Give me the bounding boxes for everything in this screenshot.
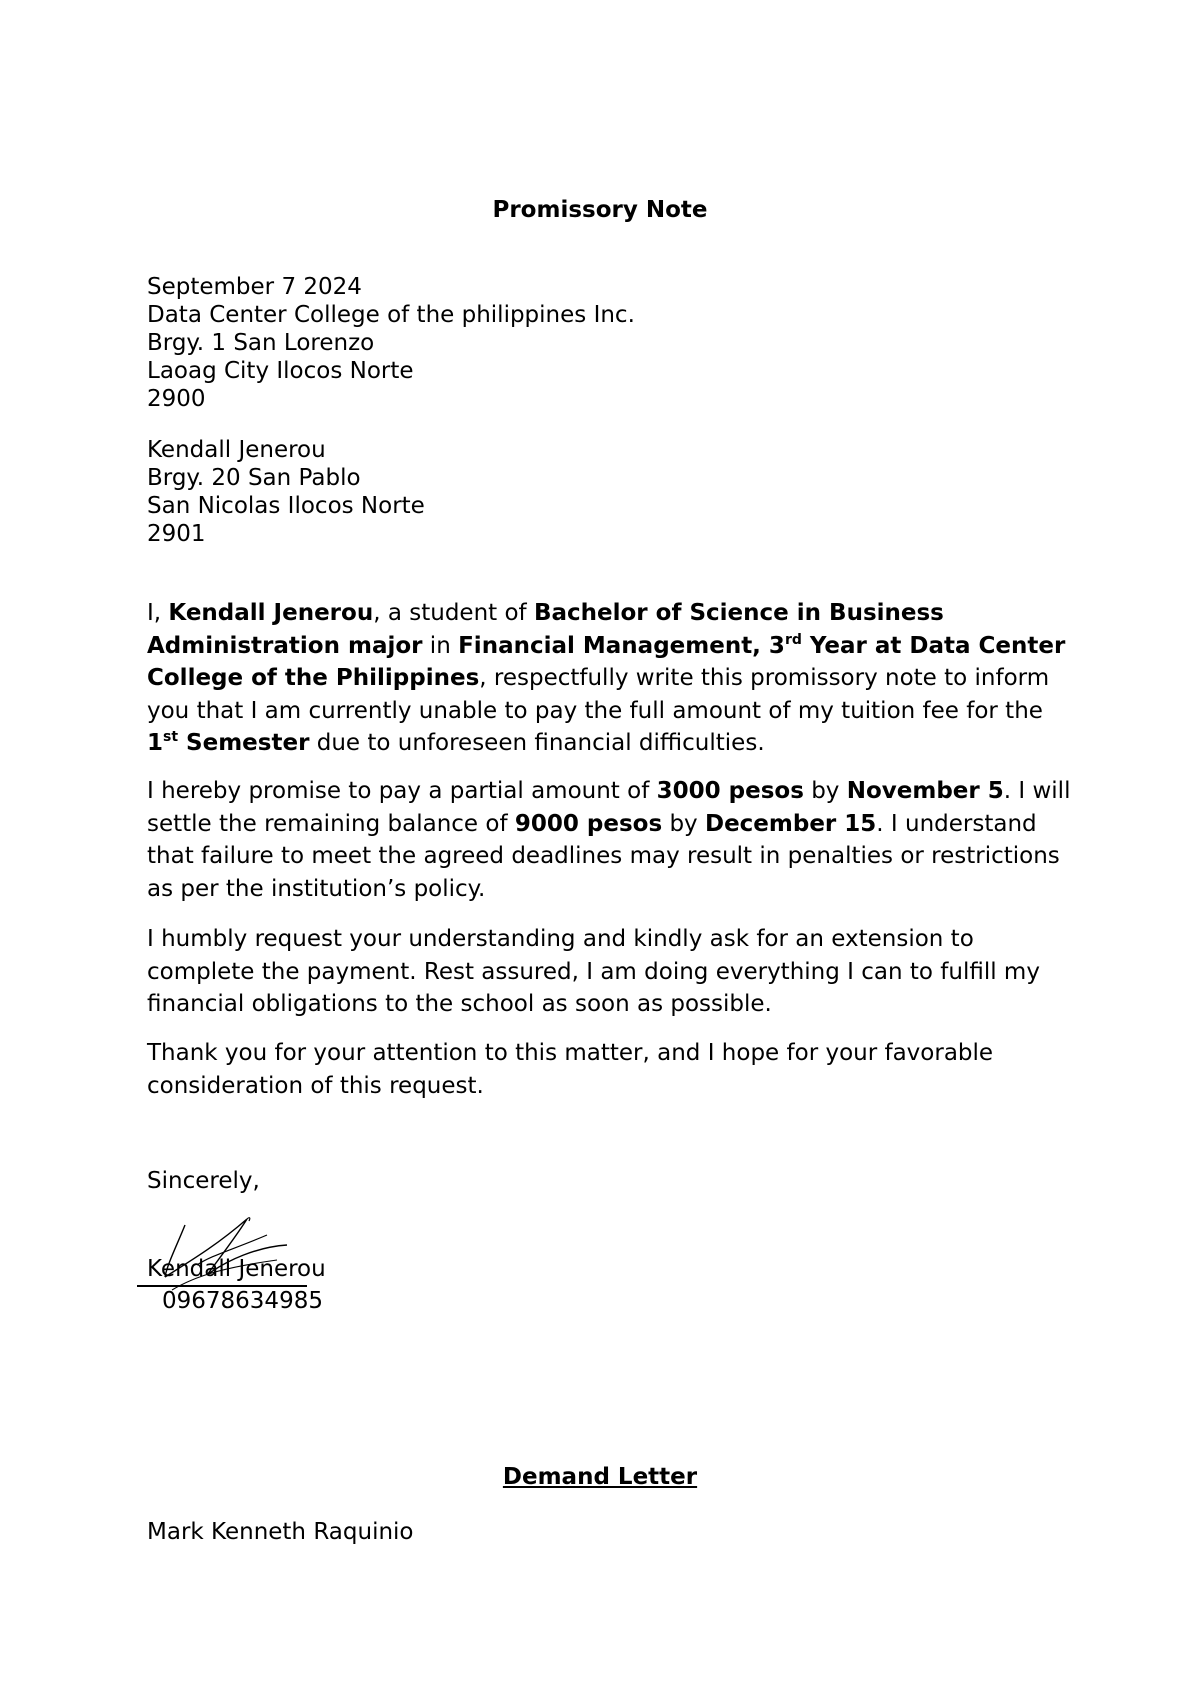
sender-city: San Nicolas Ilocos Norte xyxy=(147,493,425,519)
body-paragraph-4: Thank you for your attention to this matter, and I hope for your favorable consideration of this request. xyxy=(147,1040,994,1099)
institution-city: Laoag City Ilocos Norte xyxy=(147,358,414,384)
institution-name: Data Center College of the philippines Inc. xyxy=(147,302,635,328)
demand-letter-heading: Demand Letter xyxy=(502,1464,698,1490)
sender-zip: 2901 xyxy=(147,521,206,547)
institution-zip: 2900 xyxy=(147,386,206,412)
body-paragraph-2: I hereby promise to pay a partial amount of 3000 pesos by November 5. I will settle the remaining balance of 9000 pesos by December 15. I understand that failure to meet the agreed deadlines may result in penalties or restrictions as per the institution’s policy. xyxy=(147,778,1071,902)
sender-name: Kendall Jenerou xyxy=(147,437,326,463)
sender-address-block xyxy=(147,436,1087,548)
document-title: Promissory Note xyxy=(492,197,708,223)
signature-area xyxy=(137,1205,397,1315)
signatory-phone: 09678634985 xyxy=(162,1288,323,1314)
closing-text: Sincerely, xyxy=(147,1168,260,1194)
institution-street: Brgy. 1 San Lorenzo xyxy=(147,330,375,356)
letter-date: September 7 2024 xyxy=(147,274,362,300)
signatory-name: Kendall Jenerou xyxy=(147,1256,326,1282)
closing xyxy=(147,1167,1087,1195)
recipient-address-block xyxy=(147,273,1087,413)
demand-letter-recipient: Mark Kenneth Raquinio xyxy=(147,1519,414,1545)
sender-street: Brgy. 20 San Pablo xyxy=(147,465,361,491)
body-paragraph-1: I, Kendall Jenerou, a student of Bachelor of Science in Business Administration major in Financial Management, 3rd Year at Data Center College of the Philippines, respectfully write this promissory note to inform you that I am currently unable to pay the full amount of my tuition fee for the 1st Semester due to unforeseen financial difficulties. xyxy=(147,600,1066,756)
body-paragraph-3: I humbly request your understanding and kindly ask for an extension to complete the payment. Rest assured, I am doing everything I can to fulfill my financial obligations to the school as soon as possible. xyxy=(147,926,1040,1017)
